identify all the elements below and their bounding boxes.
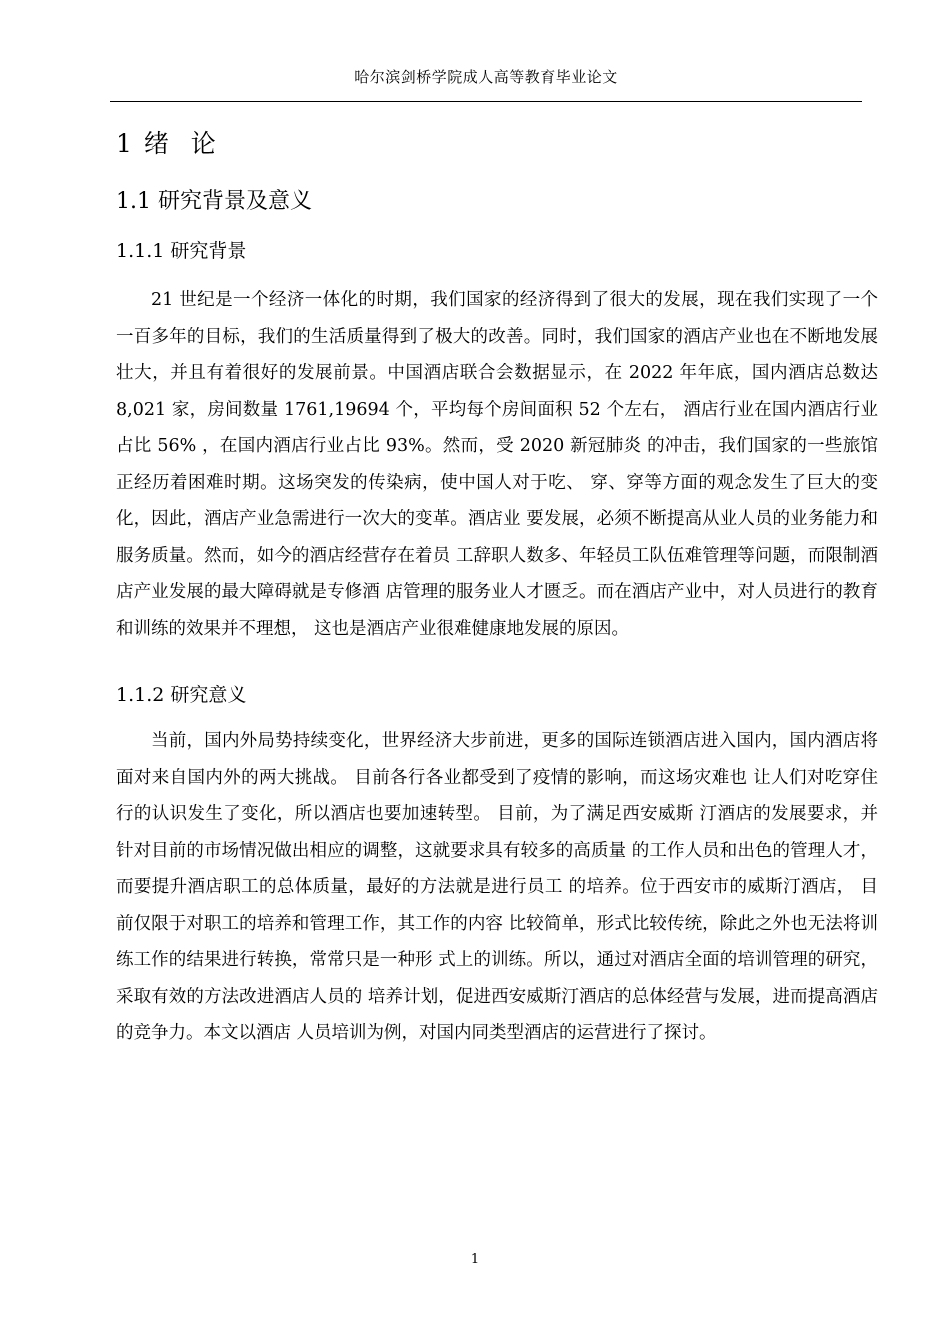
running-header: 哈尔滨剑桥学院成人高等教育毕业论文 <box>354 68 618 86</box>
section-title: 1.1 研究背景及意义 <box>116 189 312 214</box>
subsection-title-significance: 1.1.2 研究意义 <box>116 684 247 706</box>
page-number: 1 <box>470 1252 480 1267</box>
subsection-title-background: 1.1.1 研究背景 <box>116 240 247 262</box>
paragraph-significance: 当前，国内外局势持续变化，世界经济大步前进，更多的国际连锁酒店进入国内，国内酒店将面对来自国内外的两大挑战。 目前各行各业都受到了疫情的影响，而这场灾难也 让人们对吃穿住行的认识发生了变化，所以酒店也要加速转型。 目前，为了满足西安威斯 汀酒店的发展要求，并针对目前的市场情况做出相应的调整，这就要求具有较多的高质量 的工作人员和出色的管理人才，而要提升酒店职工的总体质量，最好的方法就是进行员工 的培养。位于西安市的威斯汀酒店， 目前仅限于对职工的培养和管理工作，其工作的内容 比较简单，形式比较传统，除此之外也无法将训练工作的结果进行转换，常常只是一种形 式上的训练。所以，通过对酒店全面的培训管理的研究，采取有效的方法改进酒店人员的 培养计划，促进西安威斯汀酒店的总体经营与发展，进而提高酒店的竞争力。本文以酒店 人员培训为例，对国内同类型酒店的运营进行了探讨。 <box>116 731 878 1043</box>
chapter-title: 1 绪 论 <box>116 129 218 158</box>
paragraph-background: 21 世纪是一个经济一体化的时期，我们国家的经济得到了很大的发展，现在我们实现了一个一百多年的目标，我们的生活质量得到了极大的改善。同时，我们国家的酒店产业也在不断地发展壮大，并且有着很好的发展前景。中国酒店联合会数据显示，在 2022 年年底，国内酒店总数达 8,021 家，房间数量 1761,19694 个，平均每个房间面积 52 个左右， 酒店行业在国内酒店行业占比 56% ，在国内酒店行业占比 93%。然而，受 2020 新冠肺炎 的冲击，我们国家的一些旅馆正经历着困难时期。这场突发的传染病，使中国人对于吃、 穿、穿等方面的观念发生了巨大的变化，因此，酒店产业急需进行一次大的变革。酒店业 要发展，必须不断提高从业人员的业务能力和服务质量。然而，如今的酒店经营存在着员 工辞职人数多、年轻员工队伍难管理等问题，而限制酒店产业发展的最大障碍就是专修酒 店管理的服务业人才匮乏。而在酒店产业中，对人员进行的教育和训练的效果并不理想， 这也是酒店产业很难健康地发展的原因。 <box>116 290 878 639</box>
header-divider <box>110 101 862 102</box>
